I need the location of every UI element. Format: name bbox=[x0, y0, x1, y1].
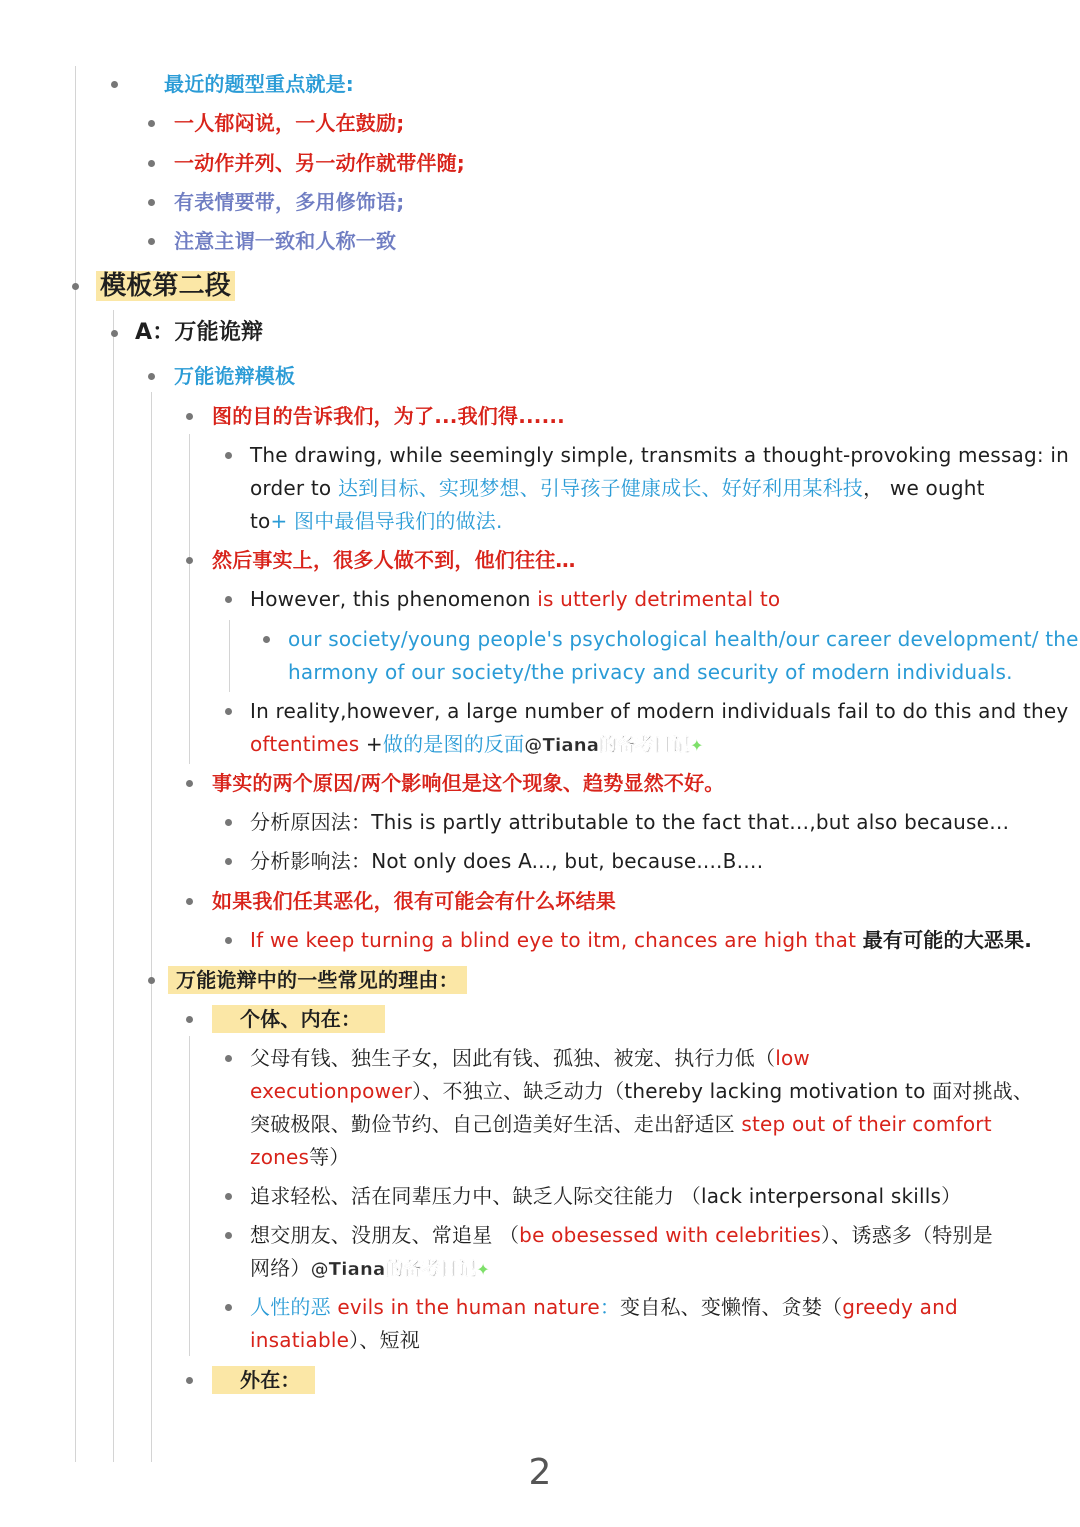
internal-label: 个体、内在： bbox=[212, 1001, 385, 1037]
bullet bbox=[186, 557, 193, 564]
bullet bbox=[111, 330, 118, 337]
watermark: @Tiana的备考日记 bbox=[524, 735, 691, 756]
reason-4-l2: insatiable）、短视 bbox=[250, 1328, 420, 1352]
reality-l2: oftentimes +做的是图的反面@Tiana的备考日记✦ bbox=[250, 732, 704, 756]
intro-point: 一动作并列、另一动作就带伴随; bbox=[174, 151, 465, 175]
item-heading: 事实的两个原因/两个影响但是这个现象、趋势显然不好。 bbox=[212, 771, 725, 795]
reason-2: 追求轻松、活在同辈压力中、缺乏人际交往能力 （lack interpersonal skills） bbox=[250, 1184, 962, 1208]
bullet bbox=[148, 373, 155, 380]
reason-4-l1: 人性的恶 evils in the human nature：变自私、变懒惰、贪婪（greedy and bbox=[250, 1295, 958, 1319]
indent-guide bbox=[189, 1036, 190, 1356]
sparkle-icon: ✦ bbox=[690, 736, 704, 755]
reason-3-l2: 网络）@Tiana的备考日记✦ bbox=[250, 1256, 490, 1280]
indent-guide bbox=[229, 620, 230, 692]
purpose-sentence-l3: to+ 图中最倡导我们的做法. bbox=[250, 509, 503, 533]
bullet bbox=[186, 780, 193, 787]
page-number: 2 bbox=[528, 1452, 552, 1493]
indent-guide bbox=[151, 392, 152, 1462]
intro-point: 有表情要带，多用修饰语; bbox=[174, 190, 405, 214]
bullet bbox=[148, 120, 155, 127]
bullet bbox=[186, 898, 193, 905]
item-heading: 然后事实上，很多人做不到，他们往往… bbox=[212, 548, 576, 572]
purpose-sentence-l1: The drawing, while seemingly simple, transmits a thought-provoking messag: in bbox=[250, 443, 1069, 467]
bullet bbox=[225, 937, 232, 944]
bullet bbox=[225, 452, 232, 459]
however-sentence: However, this phenomenon is utterly detrimental to bbox=[250, 587, 781, 611]
bullet bbox=[148, 977, 155, 984]
reasons-label: 万能诡辩中的一些常见的理由： bbox=[168, 962, 467, 998]
intro-point: 注意主谓一致和人称一致 bbox=[174, 229, 397, 253]
bullet bbox=[263, 636, 270, 643]
intro-label: 最近的题型重点就是: bbox=[164, 72, 354, 96]
reason-1-l3: 突破极限、勤俭节约、自己创造美好生活、走出舒适区 step out of their comfort bbox=[250, 1112, 992, 1136]
reason-3-l1: 想交朋友、没朋友、常追星 （be obesessed with celebrities）、诱惑多（特别是 bbox=[250, 1223, 993, 1247]
bullet bbox=[186, 413, 193, 420]
bullet bbox=[111, 81, 118, 88]
a-label: A：万能诡辩 bbox=[135, 320, 264, 345]
indent-guide bbox=[113, 310, 114, 1462]
sparkle-icon: ✦ bbox=[476, 1260, 490, 1279]
reason-1-l4: zones等） bbox=[250, 1145, 350, 1169]
effect-method: 分析影响法：Not only does A..., but, because....B…. bbox=[250, 849, 764, 873]
bullet bbox=[225, 1055, 232, 1062]
bullet bbox=[225, 1232, 232, 1239]
section-title bbox=[96, 266, 235, 306]
section-title-text: 模板第二段 bbox=[96, 271, 235, 301]
reason-1-l1: 父母有钱、独生子女，因此有钱、孤独、被宠、执行力低（low bbox=[250, 1046, 810, 1070]
bullet bbox=[225, 596, 232, 603]
item-heading: 图的目的告诉我们，为了...我们得...... bbox=[212, 404, 565, 428]
bullet bbox=[225, 858, 232, 865]
bullet bbox=[186, 1016, 193, 1023]
watermark: @Tiana的备考日记 bbox=[310, 1259, 477, 1280]
bullet bbox=[72, 283, 79, 290]
indent-guide bbox=[75, 66, 76, 1462]
consequence-sentence: If we keep turning a blind eye to itm, chances are high that 最有可能的大恶果. bbox=[250, 928, 1033, 952]
cause-method: 分析原因法：This is partly attributable to the fact that…,but also because… bbox=[250, 810, 1010, 834]
bullet bbox=[225, 708, 232, 715]
template-label: 万能诡辩模板 bbox=[174, 364, 296, 388]
bullet bbox=[186, 1377, 193, 1384]
item-heading: 如果我们任其恶化，很有可能会有什么坏结果 bbox=[212, 889, 616, 913]
bullet bbox=[148, 199, 155, 206]
targets-l2: harmony of our society/the privacy and security of modern individuals. bbox=[288, 660, 1013, 684]
reason-1-l2: executionpower）、不独立、缺乏动力（thereby lacking motivation to 面对挑战、 bbox=[250, 1079, 1034, 1103]
purpose-sentence-l2: order to 达到目标、实现梦想、引导孩子健康成长、好好利用某科技， we ought bbox=[250, 476, 985, 500]
reality-l1: In reality,however, a large number of modern individuals fail to do this and they bbox=[250, 699, 1069, 723]
bullet bbox=[225, 1193, 232, 1200]
bullet bbox=[225, 819, 232, 826]
external-label: 外在： bbox=[212, 1362, 315, 1398]
bullet bbox=[148, 160, 155, 167]
targets-l1: our society/young people's psychological health/our career development/ the bbox=[288, 627, 1079, 651]
intro-point: 一人郁闷说，一人在鼓励; bbox=[174, 111, 405, 135]
bullet bbox=[225, 1304, 232, 1311]
bullet bbox=[148, 238, 155, 245]
indent-guide bbox=[189, 434, 190, 764]
